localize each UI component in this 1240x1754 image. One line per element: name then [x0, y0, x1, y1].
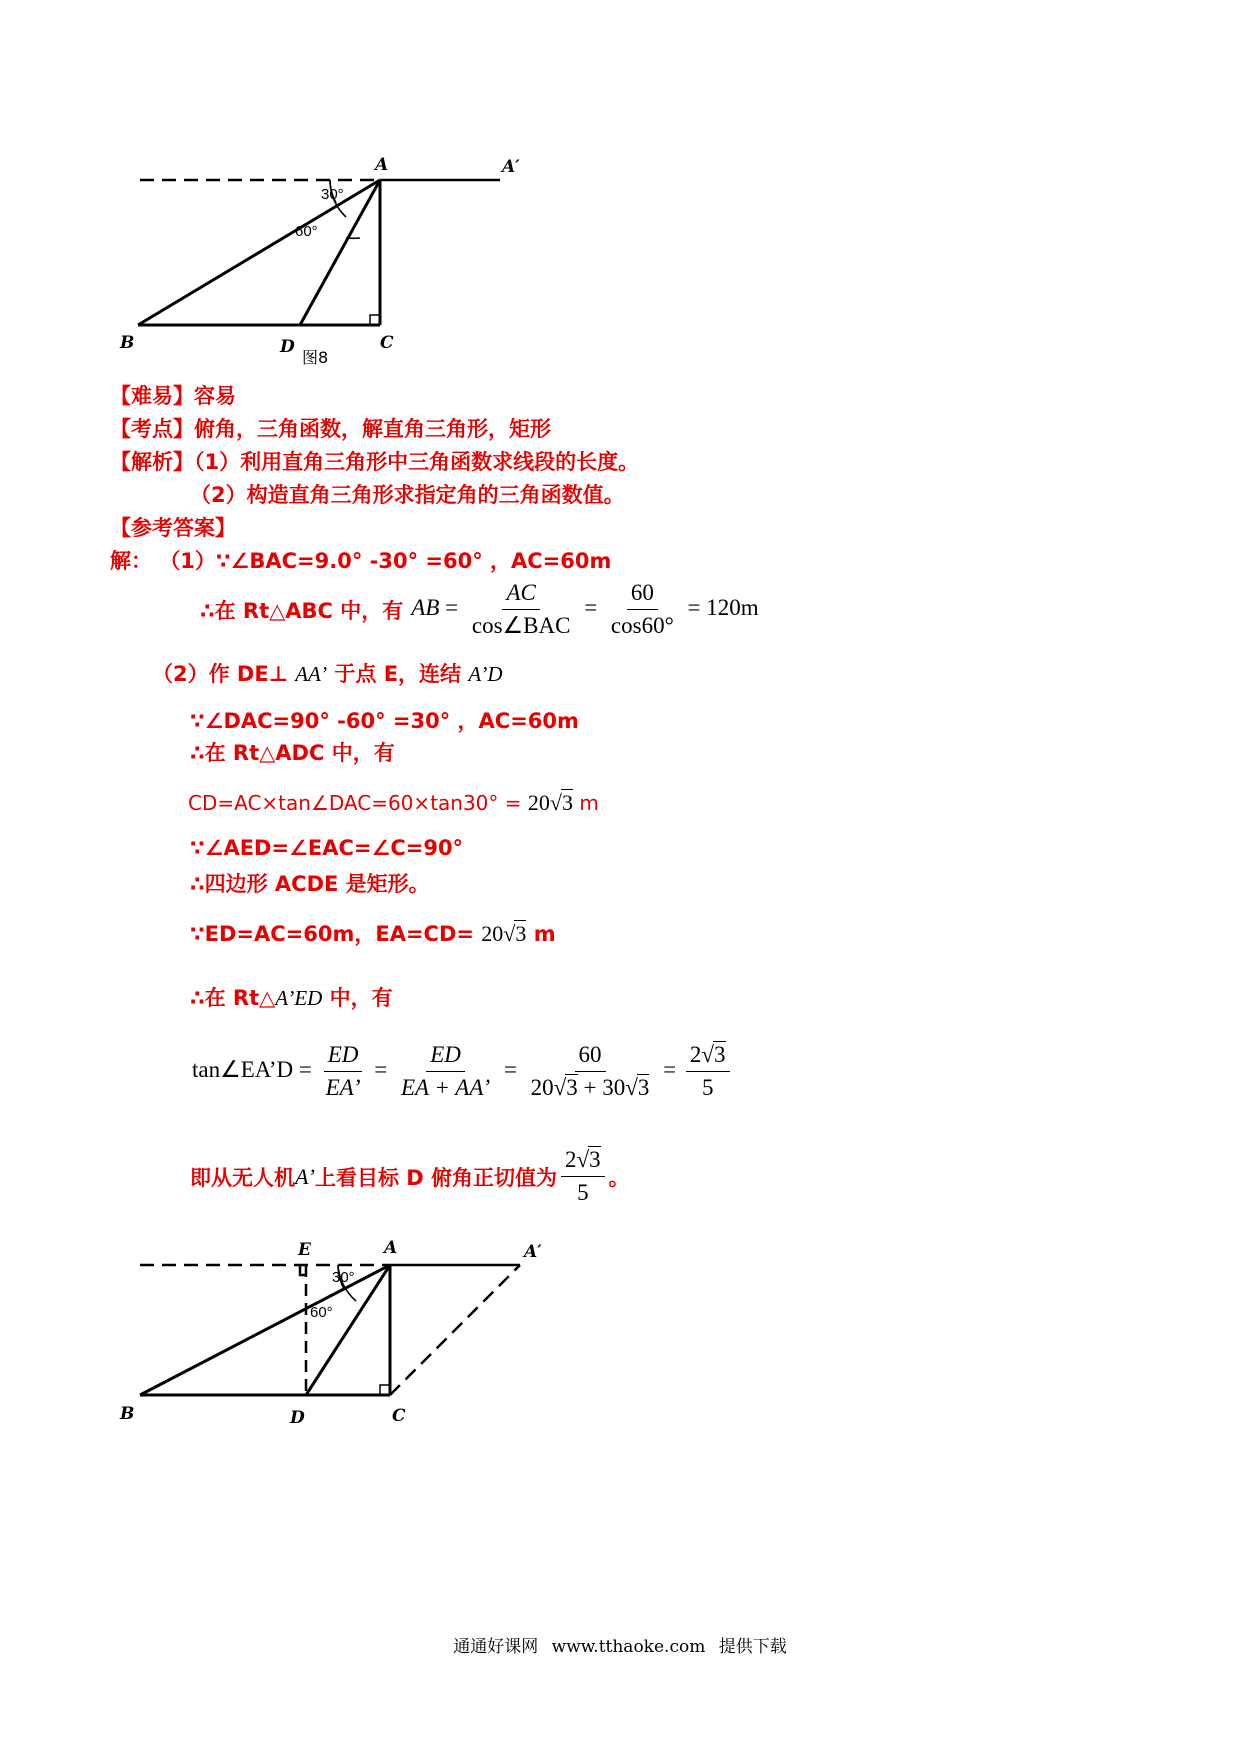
fig2-angle-60: 60°: [310, 1304, 333, 1321]
fig8-label-d: D: [280, 337, 295, 357]
solution-p2-cd-text: CD=AC×tan∠DAC=60×tan30° =: [188, 791, 522, 815]
solution-p1-line2: ∴在 Rt△ABC 中，有 AB = $\frac{AC}{\text{cos∠BAC}}$ = $\frac{60}{\cos 60^\circ}$ = 120m: [200, 580, 759, 638]
solution-p2-in-adc: ∴在 Rt△ADC 中，有: [190, 741, 395, 765]
conclusion-a: 即从无人机: [190, 1165, 295, 1190]
solution-p2-at-e: 于点 E，连结: [334, 662, 462, 686]
solution-p2-ad: A’D: [468, 662, 503, 686]
res-num-rad: 3: [714, 1042, 726, 1067]
difficulty-label: 【难易】: [110, 384, 194, 408]
cd-rad: 3: [561, 790, 573, 815]
conclusion-frac: [561, 1147, 605, 1206]
tan-result-den: 5: [701, 1075, 714, 1100]
solution-p2-ed: ∵ED=AC=60m，EA=CD= 20√3 m: [190, 921, 556, 946]
tan-frac-2: [397, 1042, 494, 1101]
fig8-label-b: B: [120, 333, 135, 353]
conclusion-b: A’: [295, 1163, 315, 1189]
fig8-label-a-prime: A′: [502, 157, 520, 177]
conclusion-frac-den: 5: [577, 1180, 589, 1205]
analysis-item-1: （1）利用直角三角形中三角函数求线段的长度。: [194, 450, 640, 474]
solution-p1-line1: [110, 545, 611, 575]
fig2-label-c: C: [392, 1406, 406, 1426]
tan-frac3-den: 20√3 + 30√3: [530, 1075, 650, 1100]
difficulty-line: [110, 380, 236, 410]
solution-conclusion: [190, 1147, 630, 1206]
footer-suffix: 提供下载: [718, 1637, 787, 1657]
tan-frac-1: [322, 1042, 365, 1101]
fig8-angle-30: 30°: [321, 186, 344, 203]
tan-frac-result: [686, 1042, 730, 1101]
answer-label: 【参考答案】: [110, 516, 236, 540]
solution-p1-in-abc: ∴在 Rt△ABC 中，有: [200, 598, 404, 623]
den-a: 20: [530, 1075, 554, 1100]
fig2-angle-30: 30°: [332, 1269, 355, 1286]
in-aed-a: ∴在 Rt△: [190, 986, 276, 1010]
den-r2: 3: [637, 1075, 650, 1100]
fig2-label-e: E: [298, 1240, 311, 1260]
solution-prefix: 解：: [110, 549, 152, 573]
topics-value: 俯角，三角函数，解直角三角形，矩形: [194, 417, 551, 441]
in-aed-c: 中，有: [329, 986, 393, 1010]
conclusion-end: 。: [608, 1165, 630, 1190]
page-footer: [0, 1632, 1240, 1657]
ed-coef: 20: [481, 921, 504, 946]
fig8-angle-60: 60°: [295, 223, 318, 240]
frac2-num: 60: [627, 580, 658, 610]
fig8-label-c: C: [380, 333, 394, 353]
den-r1: 3: [566, 1075, 578, 1100]
tan-frac1-den: EA’: [325, 1075, 361, 1100]
solution-p1-given: （1）∵∠BAC=9.0° -30° =60° ，AC=60m: [159, 549, 612, 573]
fig2-label-d: D: [290, 1408, 305, 1428]
solution-p2-ed-text: ∵ED=AC=60m，EA=CD=: [190, 922, 474, 946]
conc-num-rad: 3: [589, 1147, 601, 1172]
solution-p2-rect: ∴四边形 ACDE 是矩形。: [190, 872, 430, 896]
tan-frac3-num: 60: [575, 1042, 606, 1072]
solution-p1-ab: AB: [411, 594, 440, 620]
cd-coef: 20: [527, 790, 550, 815]
frac1-num: AC: [502, 580, 539, 610]
solution-p1-result: 120m: [706, 594, 759, 620]
in-aed-b: A’ED: [275, 986, 323, 1010]
footer-site-name: 通通好课网: [453, 1637, 539, 1657]
topics-line: [110, 413, 551, 443]
figure-8-caption: 图8: [302, 348, 329, 367]
ed-rad: 3: [515, 921, 527, 946]
solution-p1-frac-1: [468, 580, 575, 639]
tan-frac2-num: ED: [426, 1042, 465, 1072]
solution-p2-aa: AA’: [295, 662, 328, 686]
tan-frac-3: [527, 1042, 654, 1101]
solution-p2-in-aed: [190, 982, 393, 1012]
solution-p2-aed: ∵∠AED=∠EAC=∠C=90°: [190, 836, 464, 860]
tan-frac2-den: EA + AA’: [400, 1075, 491, 1100]
solution-p2-line1: [152, 658, 503, 688]
frac2-den: cos60°: [610, 613, 674, 638]
fig2-label-a-prime: A′: [524, 1242, 542, 1262]
cd-unit: m: [579, 791, 599, 815]
fig2-label-a: A: [384, 1238, 398, 1258]
solution-p2-tan-eq: tan∠EA’D = $\frac{ED}{EA’}$ = $\frac{ED}{EA + AA’}$ = $\frac{60}{20√3 + 30√3}$ = $\frac{2√3}{5}$: [192, 1042, 734, 1101]
solution-p2-construct: （2）作 DE⊥: [152, 662, 288, 686]
tan-label: tan∠EA’D: [192, 1056, 294, 1082]
analysis-line-1: [110, 446, 639, 476]
solution-p2-cd: CD=AC×tan∠DAC=60×tan30° = 20√3 m: [188, 790, 599, 815]
analysis-line-2: （2）构造直角三角形求指定角的三角函数值。: [190, 483, 625, 507]
conclusion-frac-num: 2√3: [561, 1147, 605, 1177]
figure-construction: [110, 1235, 560, 1455]
tan-result-num: 2√3: [686, 1042, 730, 1072]
fig2-label-b: B: [120, 1404, 135, 1424]
topics-label: 【考点】: [110, 417, 194, 441]
difficulty-value: 容易: [194, 384, 236, 408]
analysis-label: 【解析】: [110, 450, 194, 474]
res-num-coef: 2: [689, 1042, 702, 1067]
figure-8: [110, 150, 550, 370]
conc-num-coef: 2: [565, 1147, 577, 1172]
tan-frac1-num: ED: [324, 1042, 363, 1072]
ed-unit: m: [533, 922, 556, 946]
solution-p1-frac-2: [607, 580, 678, 639]
conclusion-c: 上看目标 D 俯角正切值为: [314, 1165, 558, 1190]
footer-url[interactable]: www.tthaoke.com: [551, 1637, 706, 1657]
solution-p2-dac: ∵∠DAC=90° -60° =30° ，AC=60m: [190, 709, 579, 733]
frac1-den: cos∠BAC: [471, 613, 571, 638]
den-b: 30: [602, 1075, 626, 1100]
fig8-label-a: A: [375, 155, 389, 175]
